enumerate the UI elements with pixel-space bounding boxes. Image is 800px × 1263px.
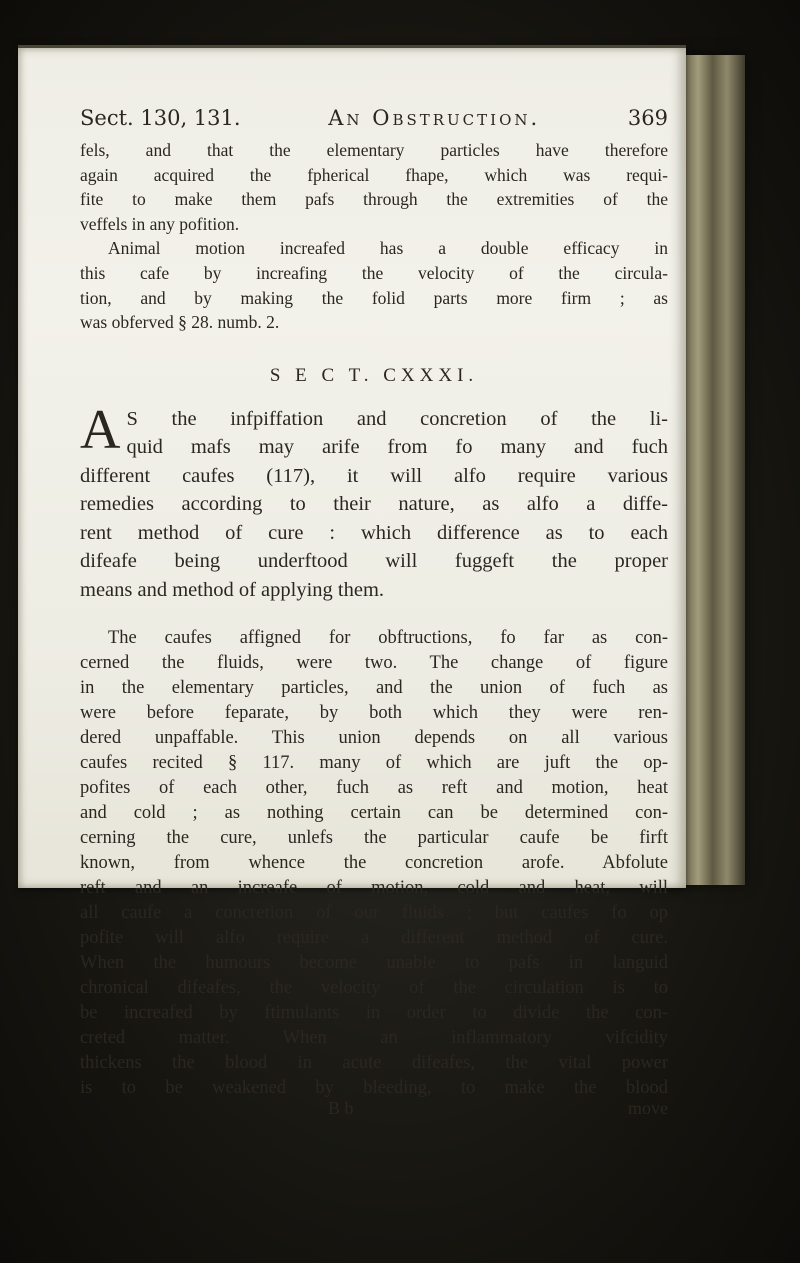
text-line: remedies according to their nature, as alfo a diffe- <box>80 493 668 516</box>
paragraph-aphorism <box>80 398 668 605</box>
text-line: fels, and that the elementary particles have therefore <box>80 140 668 160</box>
text-line: be increafed by ftimulants in order to divide the con- <box>80 1003 668 1024</box>
running-head <box>80 106 668 134</box>
text-line: pofite will alfo require a different method of cure. <box>80 928 668 949</box>
signature-mark: B b <box>328 1098 354 1119</box>
text-line: cerning the cure, unlefs the particular caufe be firft <box>80 828 668 849</box>
text-line: means and method of applying them. <box>80 578 385 601</box>
text-line: tion, and by making the folid parts more firm ; as <box>80 287 668 308</box>
text-line: creted matter. When an inflammatory vifcidity <box>80 1028 668 1049</box>
text-line: cerned the fluids, were two. The change of figure <box>80 653 668 674</box>
text-line: this cafe by increafing the velocity of the circula- <box>80 262 668 283</box>
text-line: S the infpiffation and concretion of the li- <box>126 407 668 430</box>
text-line: Animal motion increafed has a double efficacy in <box>108 238 668 259</box>
running-title: An Obstruction. <box>328 106 541 130</box>
drop-cap: A <box>80 398 121 461</box>
page-text <box>80 106 668 1119</box>
book-page <box>18 45 686 1119</box>
text-line: dered unpaffable. This union depends on all various <box>80 728 668 749</box>
text-line: all caufe a concretion of our fluids ; but caufes fo op <box>80 903 668 924</box>
paragraph-animal-motion <box>80 236 668 334</box>
text-line: in the elementary particles, and the union of fuch as <box>80 678 668 699</box>
text-line: pofites of each other, fuch as reft and motion, heat <box>80 778 668 799</box>
text-line: different caufes (117), it will alfo require various <box>80 464 668 487</box>
text-line: quid mafs may arife from fo many and fuch <box>126 436 668 459</box>
section-reference: Sect. 130, 131. <box>80 106 241 130</box>
text-line: known, from whence the concretion arofe. Abfolute <box>80 853 668 874</box>
text-line: fite to make them pafs through the extremities of the <box>80 189 668 210</box>
text-line: again acquired the fpherical fhape, which was requi- <box>80 164 668 185</box>
page-footer <box>80 1098 668 1119</box>
text-line: difeafe being underftood will fuggeft the proper <box>80 550 668 573</box>
text-line: thickens the blood in acute difeafes, the vital power <box>80 1053 668 1074</box>
text-line: rent method of cure : which difference as to each <box>80 521 668 544</box>
text-line: caufes recited § 117. many of which are juft the op- <box>80 753 668 774</box>
text-line: were before feparate, by both which they were ren- <box>80 703 668 724</box>
paragraph-continuation <box>80 138 668 236</box>
text-line: and cold ; as nothing certain can be determined con- <box>80 803 668 824</box>
text-line: veffels in any pofition. <box>80 213 240 234</box>
text-line: was obferved § 28. numb. 2. <box>80 312 280 333</box>
text-line: is to be weakened by bleeding, to make the blood <box>80 1078 668 1099</box>
text-line: When the humours become unable to pafs in languid <box>80 953 668 974</box>
section-heading: S E C T. CXXXI. <box>269 364 479 386</box>
page-number: 369 <box>627 106 668 130</box>
text-line: The caufes affigned for obftructions, fo far as con- <box>108 628 668 649</box>
paragraph-commentary <box>80 626 668 1101</box>
catchword: move <box>628 1098 668 1119</box>
text-line: reft and an increafe of motion, cold and heat, will <box>80 878 668 899</box>
text-line: chronical difeafes, the velocity of the circulation is to <box>80 978 668 999</box>
